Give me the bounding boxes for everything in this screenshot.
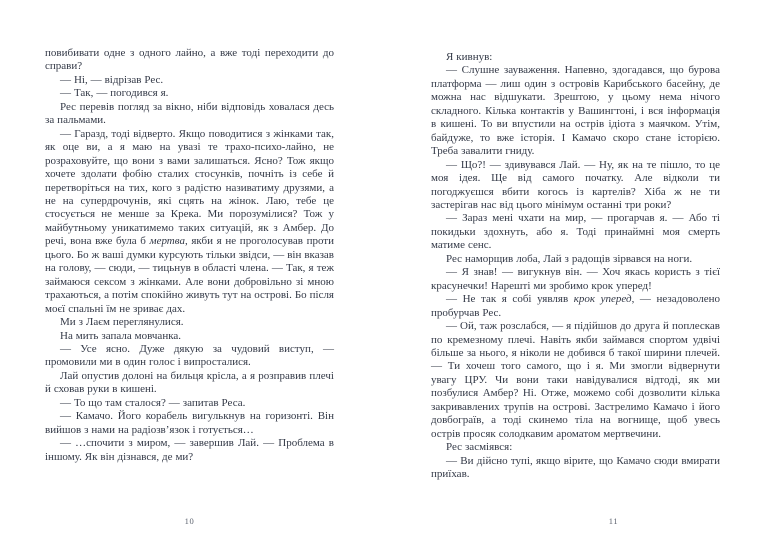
paragraph: — Так, — погодився я. xyxy=(60,87,169,100)
paragraph: На мить запала мовчанка. xyxy=(60,329,182,342)
paragraph: Я кивнув: xyxy=(446,51,493,63)
paragraph: Рес наморщив лоба, Лай з радощів зірвався на ноги. xyxy=(446,252,693,265)
paragraph: — Ви дійсно тупі, якщо вірите, що Камачо сюди вмирати приїхав. xyxy=(431,454,720,481)
paragraph: — Зараз мені чхати на мир, — прогарчав я. — Або ті покидьки здохнуть, або я. Тоді принаймні моя смерть матиме сенс. xyxy=(431,212,720,252)
paragraph: — Що?! — здивувався Лай. — Ну, як на те пішло, то це моя ідея. Ще від самого початку. Але відколи ти погоджуєшся вбити когось із картелів? Хіба ж не ти застерігав нас від цього мінімум останні три роки? xyxy=(431,158,720,211)
right-page-text xyxy=(431,51,720,482)
left-page-number: 10 xyxy=(184,516,195,526)
paragraph: — Я знав! — вигукнув він. — Хоч якась користь з тієї красунечки! Нарешті ми зробимо крок уперед! xyxy=(431,266,720,292)
paragraph: Ми з Лаєм переглянулися. xyxy=(60,316,184,329)
paragraph: — Ні, — відрізав Рес. xyxy=(60,73,164,86)
paragraph: — Камачо. Його корабель вигулькнув на горизонті. Він вийшов з нами на радіозв’язок і готується… xyxy=(45,410,334,436)
paragraph: Лай опустив долоні на бильця крісла, а я розправив плечі й сховав руки в кишені. xyxy=(45,369,334,396)
paragraph: — Гаразд, тоді відверто. Якщо поводитися з жінками так, як оце ви, а я маю на увазі те трахо-психо-лайно, не розраховуйте, що вони з вами залишаться. Ясно? Тож якщо хочете здолати фобію сталих стосунків, почніть із себе й перетворіться на тих, кого з радістю називатиму друзями, а не на супердрочунів, які сцять на жінок. Лаю, тебе це стосується не менше за Крека. Ми порозумілися? Тож у майбутньому уникатимемо таких ситуацій, як з Амбер. До речі, вона вже була б мертва, якби я не проголосував проти цього. Бо ж ваші думки курсують тільки звідси, — він вказав на голову, — сюди, — тицьнув в області члена. — Так, я теж займаюся сексом з жінками. Але вони добровільно зі мною трахаються, а потім спокійно живуть тут на острові. Бо після моєї спальні їм не зриває дах. xyxy=(45,127,335,315)
right-page-number: 11 xyxy=(608,516,619,526)
paragraph: — Не так я собі уявляв крок уперед, — незадоволено пробурчав Рес. xyxy=(431,293,720,319)
left-page-text xyxy=(45,47,334,464)
paragraph: — Усе ясно. Дуже дякую за чудовий виступ, — промовили ми в один голос і випросталися. xyxy=(45,342,334,369)
paragraph: Рес засміявся: xyxy=(446,441,513,454)
paragraph: повибивати одне з одного лайно, а вже тоді переходити до справи? xyxy=(45,47,334,73)
paragraph: — Слушне зауваження. Напевно, здогадався, що бурова платформа — лиш один з островів Карибського басейну, де можна нас відшукати. Зрештою, у цьому нема нічого складного. Кілька контактів у Вашингтоні, і вся інформація в кишені. То ви впустили на острів ідіота з маячком. Утім, байдуже, то вже історія. І Камачо скоро стане історією. Треба завалити гниду. xyxy=(431,64,720,158)
paragraph: — То що там сталося? — запитав Реса. xyxy=(60,396,246,409)
paragraph: — Ой, таж розслабся, — я підійшов до друга й поплескав по кремезному плечі. Навіть якби займався спортом удвічі більше за нього, я ніколи не добився б такої ширини плечей. — Ти хочеш того самого, що і я. Ми змогли відвернути увагу ЦРУ. Чи вони таки навідувалися відтоді, як ми позбулися Амбер? Ні. Отже, можемо собі дозволити кілька закривавлених трупів на острові. Застрелимо Камачо і його довбограїв, а тоді скинемо тіла на вогнище, щоб увесь острів просяк солодкавим ароматом мертвечини. xyxy=(431,320,720,440)
paragraph: Рес перевів погляд за вікно, ніби відповідь ховалася десь за пальмами. xyxy=(45,100,334,127)
paragraph: — …спочити з миром, — завершив Лай. — Проблема в іншому. Як він дізнався, де ми? xyxy=(45,437,334,463)
